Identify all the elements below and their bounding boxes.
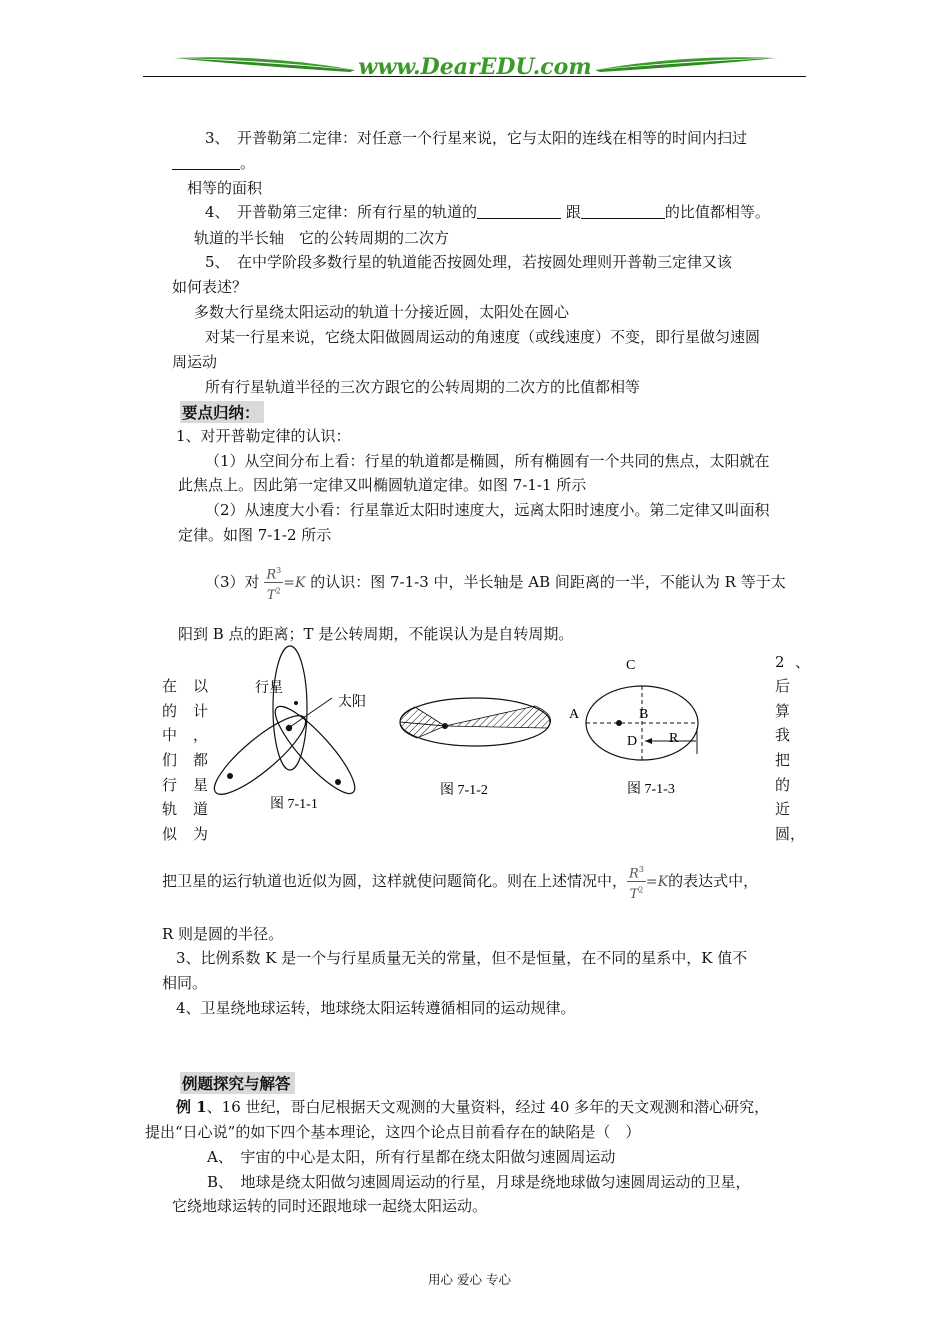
- fig3-label-R: R: [669, 731, 679, 746]
- ex1-line1: [176, 1097, 769, 1117]
- summary-p1c-2: 阳到 B 点的距离；T 是公转周期，不能误认为是自转周期。: [178, 625, 574, 643]
- fig3-label-C: C: [626, 658, 636, 673]
- orbit-right: [266, 698, 365, 803]
- q4-part-b: 跟: [565, 203, 581, 221]
- right-col-3: 我: [775, 726, 791, 744]
- summary-p3a: 3、比例系数 K 是一个与行星质量无关的常量，但不是恒量，在不同的星系中，K 值不: [176, 949, 748, 967]
- orbit-left: [205, 705, 314, 804]
- summary-p1c: [205, 563, 786, 603]
- fig1-sun-label: 太阳: [338, 695, 366, 710]
- sun-dot-fig2: [442, 723, 448, 729]
- left-col1-0: 在: [162, 677, 178, 695]
- right-col-6: 近: [775, 800, 791, 818]
- summary-p3b: 相同。: [162, 974, 208, 992]
- sun-dot: [286, 725, 292, 731]
- q4-line: [205, 202, 770, 222]
- fig2-caption: 图 7-1-2: [440, 783, 488, 798]
- q3-text: 3、 开普勒第二定律：对任意一个行星来说，它与太阳的连线在相等的时间内扫过: [205, 129, 748, 147]
- left-col1-2: 中: [162, 726, 178, 744]
- footer-text: 用心 爱心 专心: [428, 1272, 511, 1287]
- summary-p2a-pre: 把卫星的运行轨道也近似为圆，这样就使问题简化。则在上述情况中，: [162, 871, 628, 890]
- planet-dot-right: [335, 779, 341, 785]
- frac2-den-exp: 2: [638, 885, 644, 895]
- sun-dot-fig3: [616, 720, 622, 726]
- q5-ans2a: 对某一行星来说，它绕太阳做圆周运动的角速度（或线速度）不变，即行星做匀速圆: [205, 328, 761, 346]
- summary-heading: 要点归纳：: [180, 401, 264, 423]
- q4-blank-2[interactable]: [581, 204, 665, 219]
- left-col1-4: 行: [162, 776, 178, 794]
- header-logo: [145, 50, 805, 84]
- fig3-caption: 图 7-1-3: [627, 782, 675, 797]
- right-col-1: 后: [775, 677, 791, 695]
- summary-p2a: [162, 862, 758, 902]
- q5-line1: 5、 在中学阶段多数行星的轨道能否按圆处理，若按圆处理则开普勒三定律又该: [205, 253, 733, 271]
- q5-ans2b: 周运动: [172, 353, 218, 371]
- q3-blank[interactable]: [172, 155, 240, 170]
- frac2-num: R: [629, 866, 639, 882]
- summary-p2a-post: 的表达式中，: [668, 871, 759, 890]
- header-rule: [143, 76, 806, 77]
- left-col2-1: 计: [193, 702, 209, 720]
- q4-part-a: 4、 开普勒第三定律：所有行星的轨道的: [205, 203, 478, 221]
- frac-rhs: =K: [283, 574, 306, 591]
- q4-answer: 轨道的半长轴 它的公转周期的二次方: [194, 229, 450, 247]
- frac2-den: T: [629, 886, 639, 902]
- summary-p1a-1: （1）从空间分布上看：行星的轨道都是椭圆，所有椭圆有一个共同的焦点，太阳就在: [205, 452, 770, 470]
- figure-7-1-3: [565, 650, 715, 800]
- ex1-line2: 提出“日心说”的如下四个基本理论，这四个论点目前看存在的缺陷是（ ）: [145, 1123, 641, 1141]
- summary-p1c-pre: （3）对: [205, 572, 260, 591]
- fig1-caption: 图 7-1-1: [270, 797, 318, 812]
- left-col1-5: 轨: [162, 800, 178, 818]
- summary-p1c-post: 的认识：图 7-1-3 中，半长轴是 AB 间距离的一半，不能认为 R 等于太: [310, 572, 786, 591]
- left-col2-6: 为: [193, 825, 209, 843]
- fig3-label-B: B: [639, 707, 649, 722]
- right-col-7: 圆，: [775, 825, 806, 843]
- summary-p1b-2: 定律。如图 7-1-2 所示: [178, 526, 332, 544]
- q3-tail: 。: [240, 154, 256, 172]
- summary-p1: 1、对开普勒定律的认识：: [176, 427, 351, 445]
- ex1-option-a: A、 宇宙的中心是太阳，所有行星都在绕太阳做匀速圆周运动: [207, 1148, 616, 1166]
- ex1-line1-text: 、16 世纪，哥白尼根据天文观测的大量资料，经过 40 多年的天文观测和潜心研究，: [206, 1098, 770, 1116]
- left-col1-6: 似: [162, 825, 178, 843]
- frac-num-exp: 3: [276, 566, 282, 575]
- q4-blank-1[interactable]: [477, 204, 561, 219]
- summary-p1b-1: （2）从速度大小看：行星靠近太阳时速度大，远离太阳时速度小。第二定律又叫面积: [205, 501, 770, 519]
- fig3-label-A: A: [569, 707, 580, 722]
- left-col2-4: 星: [193, 776, 209, 794]
- right-col-comma: 、: [795, 653, 811, 671]
- q5-ans3: 所有行星轨道半径的三次方跟它的公转周期的二次方的比值都相等: [205, 378, 641, 396]
- summary-p2b: R 则是圆的半径。: [162, 925, 284, 943]
- summary-p4: 4、卫星绕地球运转，地球绕太阳运转遵循相同的运动规律。: [176, 999, 576, 1017]
- q5-ans1: 多数大行星绕太阳运动的轨道十分接近圆，太阳处在圆心: [194, 303, 570, 321]
- frac2-num-exp: 3: [638, 865, 644, 874]
- examples-heading: 例题探究与解答: [180, 1072, 295, 1094]
- left-col1-3: 们: [162, 751, 178, 769]
- frac2-rhs: =K: [645, 873, 669, 890]
- figure-7-1-1: [212, 640, 366, 820]
- left-col2-5: 道: [193, 800, 209, 818]
- figure-7-1-2: [395, 690, 555, 800]
- q5-line2: 如何表述？: [172, 278, 248, 296]
- kepler-fraction: [264, 563, 283, 603]
- planet-dot-left: [227, 773, 233, 779]
- right-col-4: 把: [775, 751, 791, 769]
- right-col-2: 算: [775, 702, 791, 720]
- frac-den-exp: 2: [275, 586, 281, 596]
- header-site: www.DearEDU.com: [358, 54, 592, 80]
- left-col1-1: 的: [162, 702, 178, 720]
- left-col2-0: 以: [193, 677, 209, 695]
- left-col2-2: ，: [193, 726, 209, 744]
- kepler-fraction-2: [627, 862, 646, 902]
- right-col-5: 的: [775, 776, 791, 794]
- q3-answer: 相等的面积: [187, 179, 263, 197]
- planet-dot-top: [294, 701, 298, 705]
- fig1-planet-label: 行星: [255, 681, 283, 696]
- ex1-option-b-2: 它绕地球运转的同时还跟地球一起绕太阳运动。: [172, 1197, 488, 1215]
- ex1-option-b-1: B、 地球是绕太阳做匀速圆周运动的行星，月球是绕地球做匀速圆周运动的卫星，: [207, 1173, 751, 1191]
- fig3-label-D: D: [627, 734, 638, 749]
- right-col-0: 2: [775, 653, 785, 671]
- ex1-label: 例 1: [176, 1098, 207, 1116]
- frac-den: T: [266, 587, 276, 603]
- summary-p1a-2: 此焦点上。因此第一定律又叫椭圆轨道定律。如图 7-1-1 所示: [178, 476, 587, 494]
- q4-part-c: 的比值都相等。: [664, 203, 770, 221]
- left-col2-3: 都: [193, 751, 209, 769]
- q3-blank-line: [172, 153, 255, 173]
- orbit-vertical: [273, 646, 307, 770]
- frac-num: R: [266, 567, 277, 583]
- swept-area-right: [445, 706, 551, 728]
- radius-arrowhead: [645, 738, 652, 744]
